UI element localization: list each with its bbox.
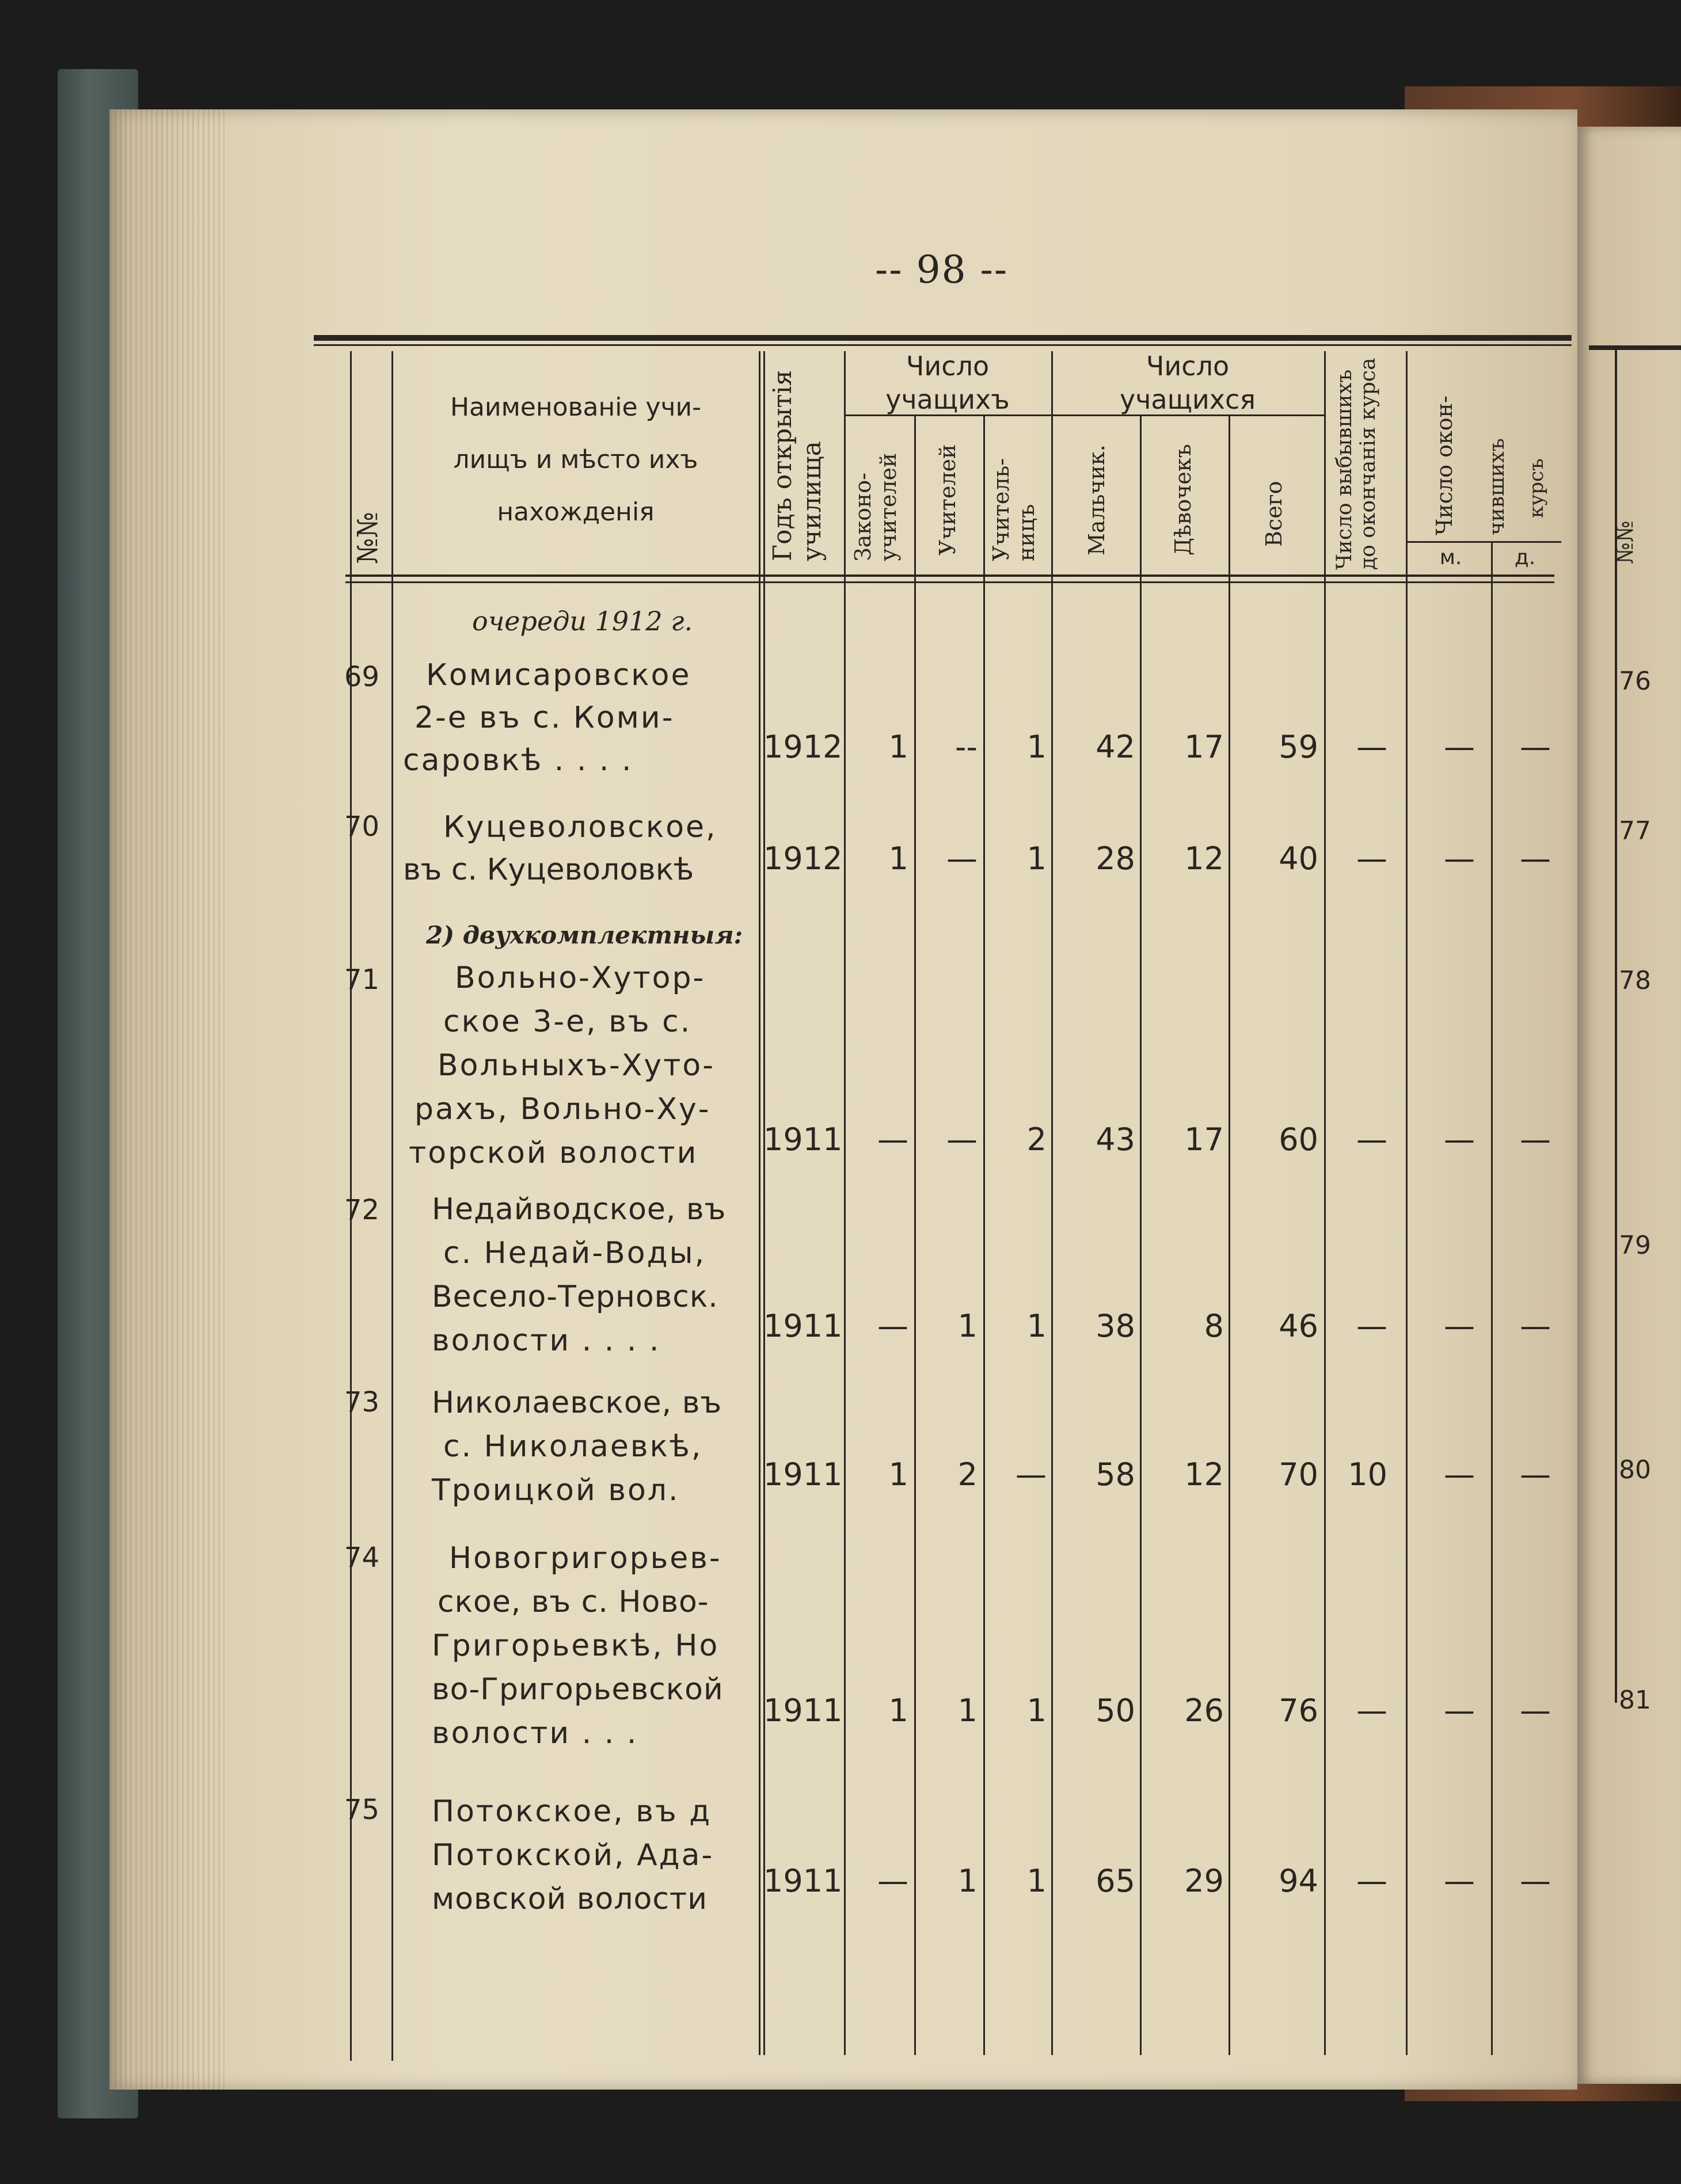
table-top-rule-thin [314, 344, 1572, 346]
cell-dropped: — [1356, 1308, 1387, 1344]
header-bottom-rule-thin [345, 581, 1554, 583]
col-line [1140, 414, 1142, 2055]
cell-uchitelnits: 1 [1026, 1863, 1047, 1899]
header-name: Наименованіе учи- лищъ и мѣсто ихъ нахожденія [450, 393, 702, 527]
cell-uchitelei: 1 [957, 1308, 978, 1344]
col-line [844, 351, 846, 2055]
cell-year: 1911 [763, 1692, 843, 1729]
next-page-row-number: 80 [1619, 1455, 1651, 1485]
section-heading: очереди 1912 г. [472, 606, 693, 637]
col-line [983, 414, 985, 2055]
cell-year: 1911 [763, 1456, 843, 1493]
col-line [1324, 351, 1326, 2055]
next-page-rule [1589, 345, 1681, 350]
cell-finished-d: — [1520, 1863, 1551, 1899]
cell-girls: 8 [1204, 1308, 1224, 1344]
school-name-line: Григорьевкѣ, Но [432, 1629, 720, 1663]
cell-year: 1911 [763, 1121, 843, 1158]
school-name-line: торской волости [409, 1136, 698, 1170]
cell-total: 60 [1279, 1121, 1318, 1158]
cell-uchitelei: 1 [957, 1863, 978, 1899]
school-name-line: Потокское, въ д [432, 1794, 712, 1829]
school-name-line: ское, въ с. Ново- [438, 1585, 709, 1619]
school-name-line: во-Григорьевской [432, 1672, 724, 1707]
header-total: Всего [1261, 481, 1287, 547]
cell-boys: 50 [1096, 1692, 1135, 1729]
cell-dropped: — [1356, 1121, 1387, 1158]
school-name-line: Новогригорьев- [449, 1541, 722, 1576]
next-page-row-number: 77 [1619, 816, 1651, 846]
header-dropped: Число выбывшихъ до окончанія курса [1333, 357, 1380, 570]
header-uchitelei: Учителей [935, 444, 960, 555]
row-number: 70 [344, 811, 380, 843]
cell-finished-d: — [1520, 1121, 1551, 1158]
col-line [1491, 541, 1493, 2055]
school-name-line: саровкѣ . . . . [403, 743, 633, 778]
next-page-row-number: 78 [1619, 966, 1651, 995]
header-finished-3: курсъ [1525, 458, 1548, 518]
header-finished-1: Число окон- [1432, 395, 1457, 535]
next-page-row-number: 76 [1619, 667, 1651, 696]
school-name-line: Троицкой вол. [432, 1473, 680, 1508]
school-name-line: Николаевское, въ [432, 1386, 722, 1420]
cell-year: 1912 [763, 840, 843, 877]
cell-total: 70 [1279, 1456, 1318, 1493]
cell-dropped: — [1356, 1863, 1387, 1899]
next-page-edge [1577, 127, 1681, 2084]
col-line [914, 414, 916, 2055]
school-name-line: с. Недай-Воды, [443, 1236, 706, 1270]
next-page-header: №№ [1612, 520, 1638, 564]
school-name-line: Комисаровское [426, 658, 691, 693]
next-page-row-number: 81 [1619, 1685, 1651, 1715]
row-number: 74 [344, 1542, 380, 1574]
cell-zakono: — [877, 1863, 908, 1899]
cell-finished-d: — [1520, 1456, 1551, 1493]
cell-girls: 29 [1184, 1863, 1224, 1899]
row-number: 73 [344, 1386, 380, 1418]
row-number: 69 [344, 661, 380, 693]
cell-year: 1912 [763, 729, 843, 765]
cell-total: 76 [1279, 1692, 1318, 1729]
school-name-line: с. Николаевкѣ, [443, 1429, 703, 1464]
cell-year: 1911 [763, 1308, 843, 1344]
cell-uchitelnits: — [1016, 1456, 1047, 1493]
cell-girls: 26 [1184, 1692, 1224, 1729]
cell-finished-d: — [1520, 1308, 1551, 1344]
cell-boys: 65 [1096, 1863, 1135, 1899]
header-bottom-rule [345, 574, 1554, 577]
cell-boys: 42 [1096, 729, 1135, 765]
school-name-line: въ с. Куцеволовкѣ [403, 853, 694, 887]
cell-uchitelei: — [946, 840, 978, 877]
col-line [1406, 351, 1408, 2055]
cell-finished-m: — [1444, 1456, 1475, 1493]
cell-uchitelnits: 1 [1026, 840, 1047, 877]
cell-uchitelnits: 2 [1026, 1121, 1047, 1158]
cell-finished-m: — [1444, 1308, 1475, 1344]
cell-girls: 17 [1184, 1121, 1224, 1158]
school-name-line: Весело-Терновск. [432, 1280, 718, 1314]
school-name-line: ское 3-е, въ с. [443, 1005, 692, 1039]
cell-uchitelnits: 1 [1026, 1308, 1047, 1344]
col-line [391, 351, 393, 2061]
school-name-line: Потокской, Ада- [432, 1838, 714, 1873]
school-name-line: 2-е въ с. Коми- [414, 701, 675, 735]
col-line [1229, 414, 1230, 2055]
cell-zakono: 1 [888, 1692, 908, 1729]
cell-dropped: — [1356, 729, 1387, 765]
header-m: м. [1439, 546, 1462, 569]
header-d: д. [1514, 546, 1536, 569]
cell-girls: 12 [1184, 1456, 1224, 1493]
school-name-line: мовской волости [432, 1882, 708, 1916]
cell-total: 46 [1279, 1308, 1318, 1344]
header-uchitelnits: Учитель- ницъ [988, 458, 1039, 561]
header-students-group: Число учащихся [1120, 351, 1256, 415]
cell-uchitelnits: 1 [1026, 729, 1047, 765]
cell-zakono: 1 [888, 1456, 908, 1493]
cell-zakono: 1 [888, 729, 908, 765]
cell-total: 94 [1279, 1863, 1318, 1899]
cell-girls: 12 [1184, 840, 1224, 877]
page-edges [109, 109, 225, 2090]
cell-uchitelei: 1 [957, 1692, 978, 1729]
cell-boys: 28 [1096, 840, 1135, 877]
row-number: 71 [344, 964, 380, 996]
cell-uchitelei: 2 [957, 1456, 978, 1493]
row-number: 72 [344, 1194, 380, 1226]
school-name-line: волости . . . [432, 1716, 638, 1751]
col-line [1051, 351, 1053, 2055]
school-name-line: рахъ, Вольно-Ху- [414, 1092, 711, 1127]
cell-boys: 58 [1096, 1456, 1135, 1493]
header-zakono: Законо- учителей [850, 452, 901, 561]
header-teachers-group: Число учащихъ [885, 351, 1010, 415]
table-top-rule [314, 335, 1572, 341]
cell-finished-d: — [1520, 1692, 1551, 1729]
header-boys: Мальчик. [1084, 444, 1109, 555]
page-number: -- 98 -- [875, 248, 1009, 292]
cell-finished-m: — [1444, 1121, 1475, 1158]
cell-zakono: — [877, 1121, 908, 1158]
cell-uchitelei: — [946, 1121, 978, 1158]
school-name-line: Вольныхъ-Хуто- [438, 1048, 715, 1083]
row-number: 75 [344, 1794, 380, 1826]
school-name-line: волости . . . . [432, 1323, 661, 1358]
cell-girls: 17 [1184, 729, 1224, 765]
cell-dropped: — [1356, 840, 1387, 877]
cell-finished-m: — [1444, 729, 1475, 765]
cell-total: 40 [1279, 840, 1318, 877]
cell-boys: 38 [1096, 1308, 1135, 1344]
header-girls: Дѣвочекъ [1170, 444, 1196, 555]
cell-year: 1911 [763, 1863, 843, 1899]
school-name-line: Вольно-Хутор- [455, 961, 706, 995]
next-page-row-number: 79 [1619, 1231, 1651, 1260]
header-finished-2: чившихъ [1485, 438, 1509, 535]
cell-finished-d: — [1520, 729, 1551, 765]
cell-dropped: 10 [1348, 1456, 1387, 1493]
header-year: Годъ открытія училища [768, 370, 827, 561]
school-name-line: Недайводское, въ [432, 1192, 727, 1227]
cell-dropped: — [1356, 1692, 1387, 1729]
cell-zakono: 1 [888, 840, 908, 877]
cell-uchitelei: -- [955, 729, 978, 765]
cell-finished-d: — [1520, 840, 1551, 877]
cell-zakono: — [877, 1308, 908, 1344]
school-name-line: Куцеволовское, [443, 810, 717, 844]
section-heading: 2) двухкомплектныя: [426, 921, 743, 949]
cell-boys: 43 [1096, 1121, 1135, 1158]
cell-finished-m: — [1444, 1692, 1475, 1729]
cell-finished-m: — [1444, 840, 1475, 877]
cell-finished-m: — [1444, 1863, 1475, 1899]
header-number: №№ [352, 512, 384, 564]
cell-total: 59 [1279, 729, 1318, 765]
cell-uchitelnits: 1 [1026, 1692, 1047, 1729]
header-group-line [1406, 541, 1561, 543]
